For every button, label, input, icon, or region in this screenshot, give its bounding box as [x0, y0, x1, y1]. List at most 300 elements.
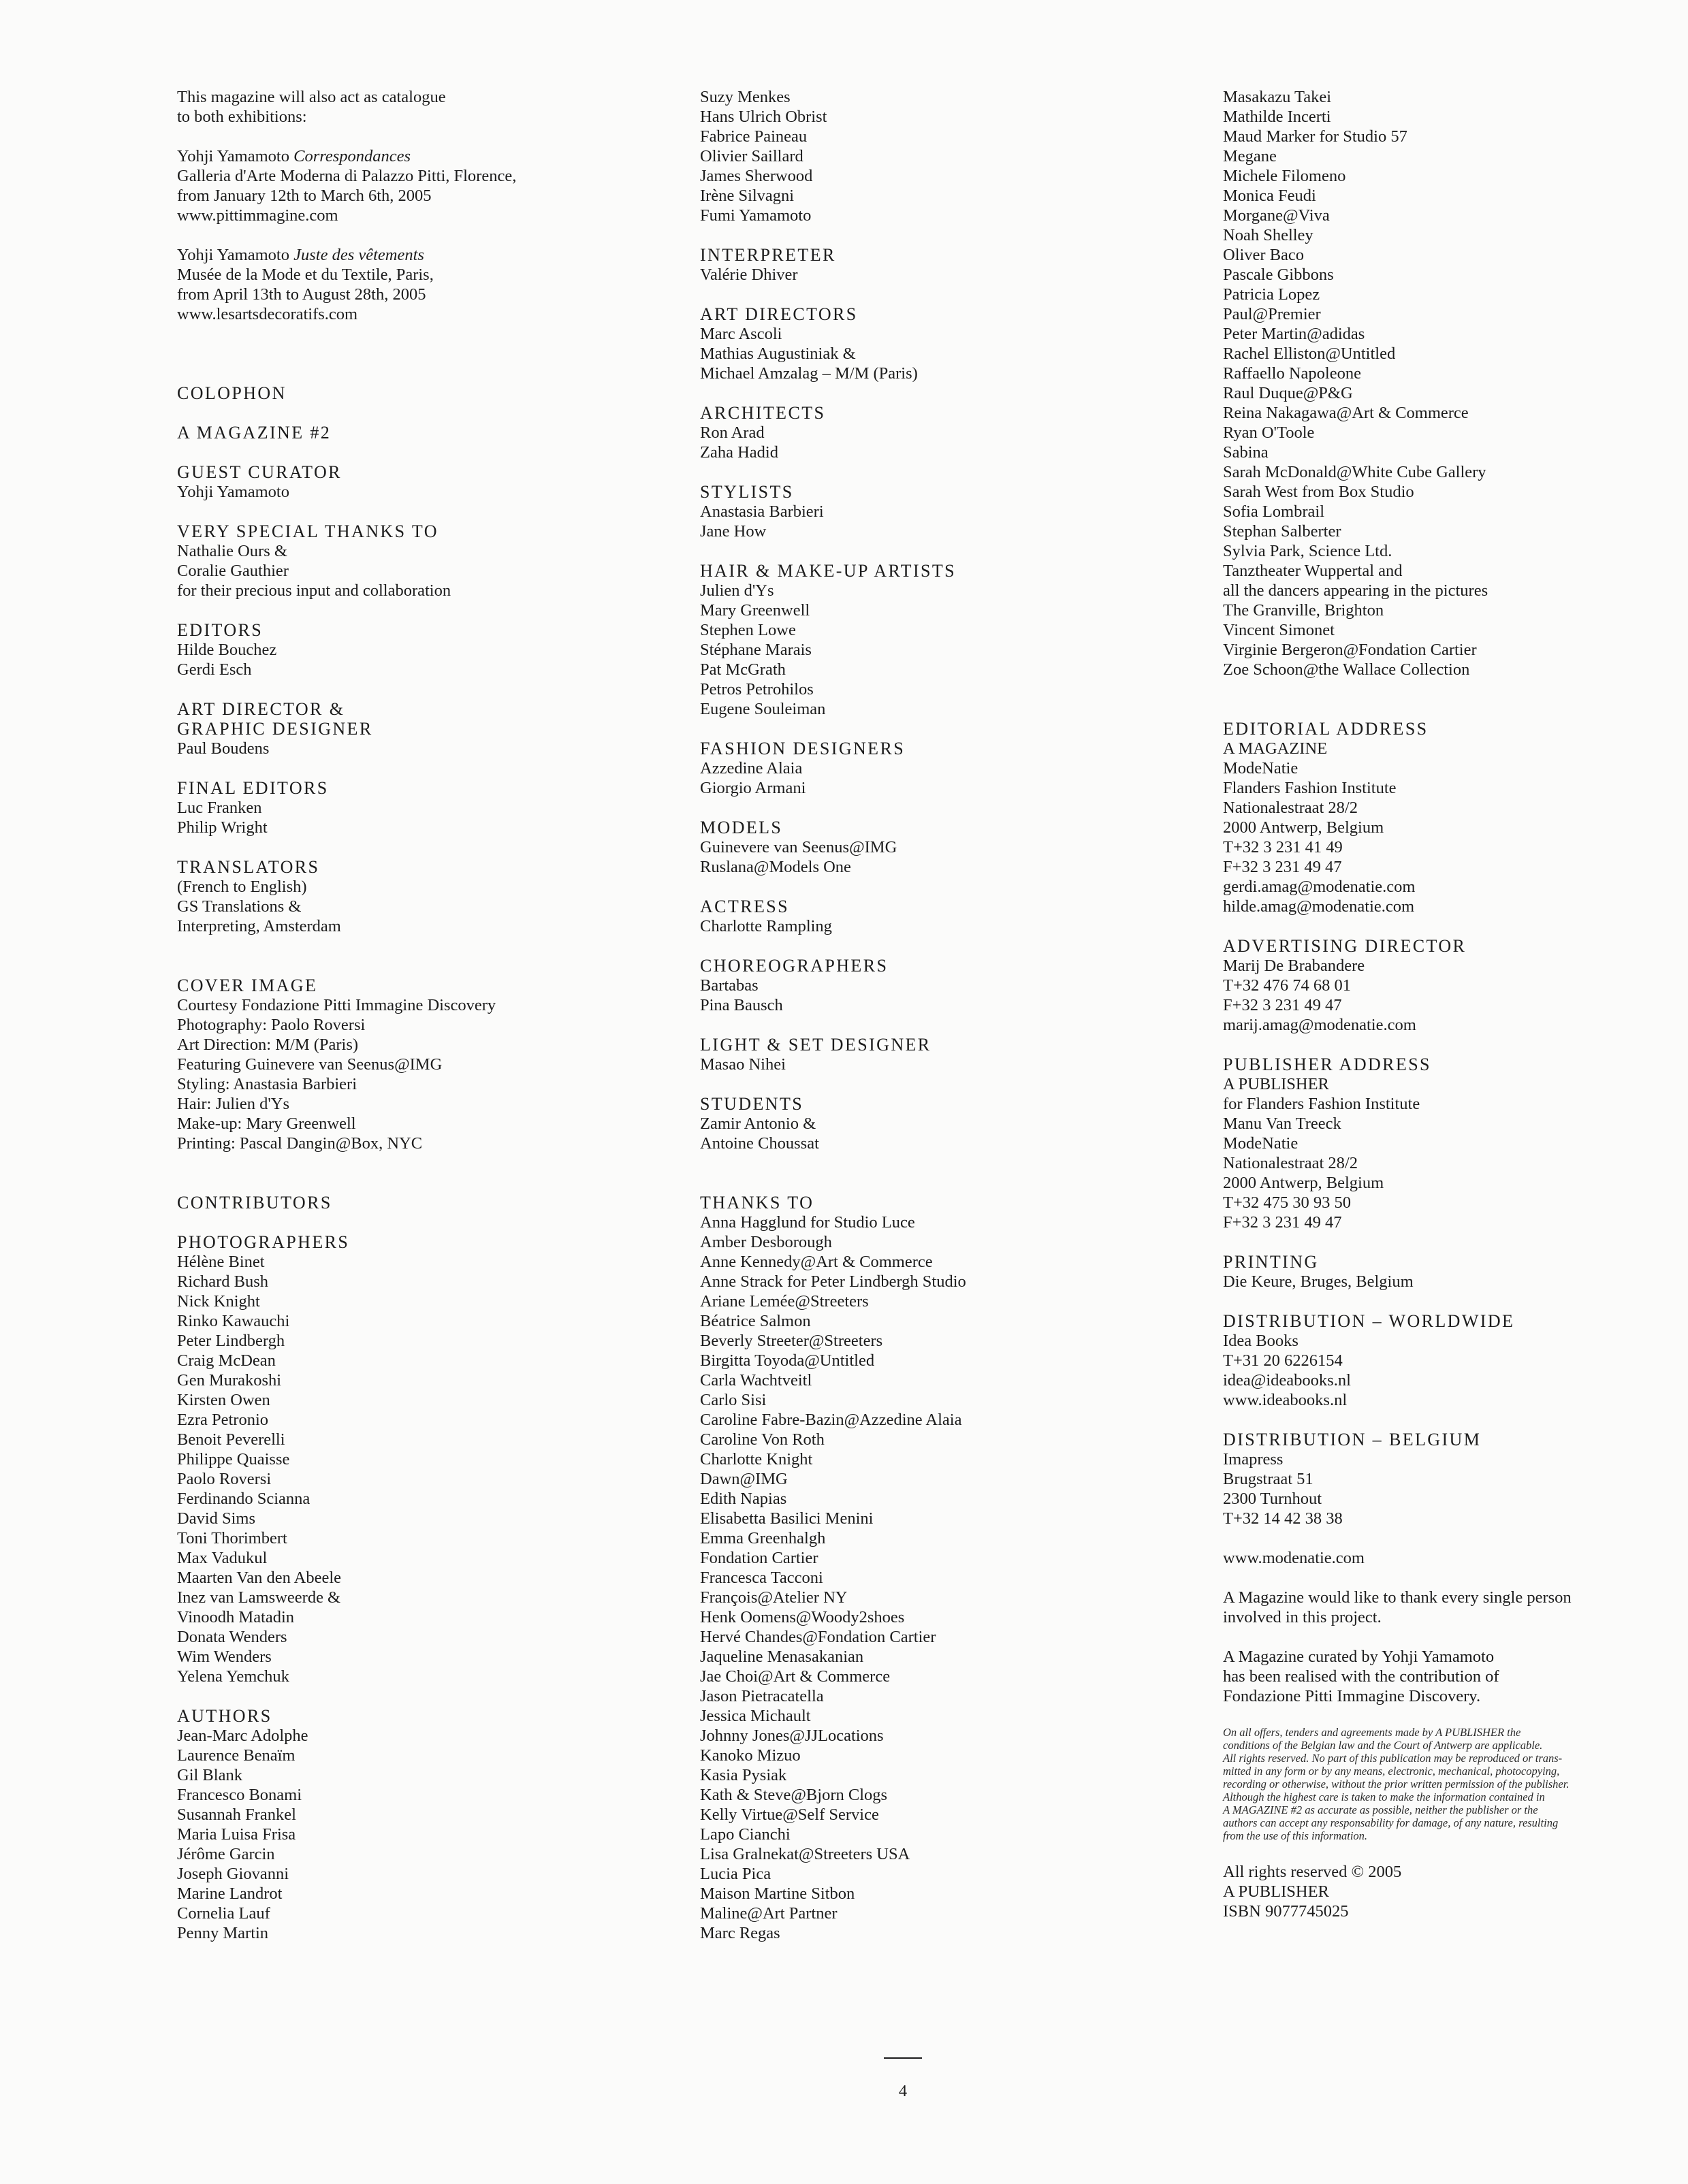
group-heading: PUBLISHER ADDRESS	[1223, 1055, 1431, 1074]
list-item: Charlotte Knight	[700, 1450, 813, 1468]
rights-lines	[1223, 1862, 1659, 1921]
list-item: Sarah West from Box Studio	[1223, 483, 1414, 501]
list-item: Mathilde Incerti	[1223, 108, 1331, 126]
exhibition-designer: Yohji Yamamoto	[177, 147, 289, 165]
list-item: Hervé Chandes@Fondation Cartier	[700, 1628, 936, 1646]
list-item: Sarah McDonald@White Cube Gallery	[1223, 463, 1486, 481]
list-item: Paul@Premier	[1223, 305, 1321, 323]
credit-line: Printing: Pascal Dangin@Box, NYC	[177, 1134, 423, 1153]
credit-line: Giorgio Armani	[700, 779, 806, 797]
credit-line: Julien d'Ys	[700, 581, 774, 600]
page-number: 4	[898, 2082, 908, 2100]
group-heading: FINAL EDITORS	[177, 778, 329, 798]
column-left	[177, 87, 695, 1963]
group-heading: COVER IMAGE	[177, 976, 318, 995]
exhibition-florence	[177, 146, 695, 225]
list-item: Oliver Baco	[1223, 246, 1305, 264]
address-lines	[1223, 1449, 1659, 1528]
list-item: ModeNatie	[1223, 759, 1299, 777]
credit-line: Courtesy Fondazione Pitti Immagine Discovery	[177, 996, 496, 1014]
list-item: Ryan O'Toole	[1223, 423, 1315, 442]
list-item: 2000 Antwerp, Belgium	[1223, 818, 1384, 837]
rights-block	[1223, 1862, 1659, 1921]
list-item: Inez van Lamsweerde &	[177, 1588, 341, 1607]
thanks-list-continued	[1223, 87, 1659, 679]
credit-line: Gerdi Esch	[177, 660, 252, 679]
list-item: from the use of this information.	[1223, 1829, 1368, 1842]
credit-line: Zaha Hadid	[700, 443, 778, 462]
credit-group	[177, 521, 695, 600]
list-item: François@Atelier NY	[700, 1588, 848, 1607]
intro-line: to both exhibitions:	[177, 108, 307, 126]
list-item: F+32 3 231 49 47	[1223, 996, 1342, 1014]
address-lines	[1223, 1331, 1659, 1410]
credit-line: Ruslana@Models One	[700, 858, 851, 876]
cover-image-credits	[177, 976, 695, 1153]
group-heading: STUDENTS	[700, 1094, 804, 1114]
list-item: Nick Knight	[177, 1292, 260, 1311]
credit-groups	[700, 245, 1204, 1153]
list-item: Caroline Von Roth	[700, 1430, 825, 1449]
address-lines	[1223, 1272, 1659, 1291]
credit-line: Zamir Antonio &	[700, 1114, 816, 1133]
authors-list-continued	[700, 87, 1204, 225]
advertising-director	[1223, 936, 1659, 1035]
editorial-address	[1223, 719, 1659, 916]
exhibition-designer: Yohji Yamamoto	[177, 246, 289, 264]
credit-line: Philip Wright	[177, 818, 268, 837]
credit-group	[700, 739, 1204, 798]
list-item: Flanders Fashion Institute	[1223, 779, 1397, 797]
list-item: Zoe Schoon@the Wallace Collection	[1223, 660, 1470, 679]
credit-line: Paul Boudens	[177, 739, 270, 758]
list-item: Philippe Quaisse	[177, 1450, 290, 1468]
credit-line: Nathalie Ours &	[177, 542, 287, 560]
list-item: Paolo Roversi	[177, 1470, 272, 1488]
list-item: Virginie Bergeron@Fondation Cartier	[1223, 641, 1477, 659]
exhibition-venue: Galleria d'Arte Moderna di Palazzo Pitti, Florence,	[177, 167, 517, 185]
list-item: recording or otherwise, without the prior written permission of the publisher.	[1223, 1778, 1570, 1790]
folio-rule	[884, 2057, 922, 2059]
list-item: Yelena Yemchuk	[177, 1667, 289, 1686]
credit-line: (French to English)	[177, 878, 307, 896]
list-item: T+32 3 231 41 49	[1223, 838, 1343, 856]
group-heading: ART DIRECTORS	[700, 304, 858, 324]
list-item: Béatrice Salmon	[700, 1312, 811, 1330]
list-item: Rachel Elliston@Untitled	[1223, 344, 1396, 363]
colophon-heading: COLOPHON	[177, 383, 287, 403]
credit-line: Hair: Julien d'Ys	[177, 1095, 290, 1113]
list-item: Megane	[1223, 147, 1277, 165]
list-item: marij.amag@modenatie.com	[1223, 1016, 1416, 1034]
list-item: Maline@Art Partner	[700, 1904, 838, 1923]
list-item: Maud Marker for Studio 57	[1223, 127, 1407, 146]
credit-group	[700, 956, 1204, 1015]
list-item: Caroline Fabre-Bazin@Azzedine Alaia	[700, 1411, 962, 1429]
credit-line: Azzedine Alaia	[700, 759, 803, 777]
credit-line: Styling: Anastasia Barbieri	[177, 1075, 357, 1093]
list-item: gerdi.amag@modenatie.com	[1223, 878, 1416, 896]
list-item: Suzy Menkes	[700, 88, 791, 106]
credit-line: Pina Bausch	[700, 996, 783, 1014]
list-item: Laurence Benaïm	[177, 1746, 296, 1765]
group-heading: ADVERTISING DIRECTOR	[1223, 936, 1467, 956]
group-heading: ART DIRECTOR &	[177, 699, 345, 719]
printing-credit	[1223, 1252, 1659, 1291]
list-item: T+32 14 42 38 38	[1223, 1509, 1343, 1528]
credit-line: Guinevere van Seenus@IMG	[700, 838, 897, 856]
disclaimer-lines	[1223, 1726, 1645, 1842]
list-item: Fumi Yamamoto	[700, 206, 812, 225]
list-item: Die Keure, Bruges, Belgium	[1223, 1272, 1414, 1291]
list-item: Maria Luisa Frisa	[177, 1825, 296, 1844]
credit-line: for their precious input and collaboration	[177, 581, 451, 600]
exhibition-url: www.pittimmagine.com	[177, 206, 338, 225]
list-item: all the dancers appearing in the pictures	[1223, 581, 1488, 600]
credit-line: Luc Franken	[177, 799, 262, 817]
publisher-address	[1223, 1055, 1659, 1232]
list-item: Francesca Tacconi	[700, 1569, 823, 1587]
group-heading: THANKS TO	[700, 1193, 814, 1213]
list-item: Kelly Virtue@Self Service	[700, 1805, 879, 1824]
list-item: 2000 Antwerp, Belgium	[1223, 1174, 1384, 1192]
list-item: Richard Bush	[177, 1272, 269, 1291]
credit-line: Anastasia Barbieri	[700, 502, 824, 521]
list-item: Maarten Van den Abeele	[177, 1569, 342, 1587]
list-item: Hélène Binet	[177, 1253, 265, 1271]
list-item: Gen Murakoshi	[177, 1371, 282, 1390]
list-item: ISBN 9077745025	[1223, 1902, 1349, 1921]
group-heading: ARCHITECTS	[700, 403, 826, 423]
list-item: Johnny Jones@JJLocations	[700, 1727, 884, 1745]
list-item: Ferdinando Scianna	[177, 1490, 310, 1508]
address-lines	[1223, 739, 1659, 916]
list-item: On all offers, tenders and agreements made by A PUBLISHER the	[1223, 1726, 1521, 1739]
authors-list	[177, 1706, 695, 1943]
name-list	[700, 87, 1204, 225]
list-item: Craig McDean	[177, 1351, 276, 1370]
group-heading: GUEST CURATOR	[177, 462, 342, 482]
thanks-note	[1223, 1588, 1659, 1627]
credit-group	[177, 778, 695, 837]
list-item: Joseph Giovanni	[177, 1865, 289, 1883]
exhibition-name: Correspondances	[293, 147, 411, 165]
credit-line: Coralie Gauthier	[177, 562, 289, 580]
exhibition-dates: from April 13th to August 28th, 2005	[177, 285, 426, 304]
list-item: Idea Books	[1223, 1332, 1299, 1350]
list-item: Kanoko Mizuo	[700, 1746, 801, 1765]
credit-group	[700, 818, 1204, 877]
group-heading: DISTRIBUTION – WORLDWIDE	[1223, 1311, 1515, 1331]
column-right	[1223, 87, 1659, 1941]
list-item: Vinoodh Matadin	[177, 1608, 295, 1626]
list-item: Manu Van Treeck	[1223, 1114, 1341, 1133]
distribution-belgium	[1223, 1430, 1659, 1528]
list-item: Brugstraat 51	[1223, 1470, 1313, 1488]
list-item: Max Vadukul	[177, 1549, 268, 1567]
list-item: Elisabetta Basilici Menini	[700, 1509, 874, 1528]
list-item: Irène Silvagni	[700, 187, 795, 205]
group-heading: LIGHT & SET DESIGNER	[700, 1035, 931, 1055]
list-item: All rights reserved © 2005	[1223, 1863, 1402, 1881]
credit-line: Marc Ascoli	[700, 325, 782, 343]
list-item: Tanztheater Wuppertal and	[1223, 562, 1403, 580]
list-item: T+32 475 30 93 50	[1223, 1193, 1352, 1212]
list-item: Monica Feudi	[1223, 187, 1316, 205]
list-item: Kirsten Owen	[177, 1391, 270, 1409]
list-item: ModeNatie	[1223, 1134, 1299, 1153]
credit-line: Valérie Dhiver	[700, 266, 798, 284]
list-item: Anne Kennedy@Art & Commerce	[700, 1253, 933, 1271]
list-item: Cornelia Lauf	[177, 1904, 270, 1923]
list-item: involved in this project.	[1223, 1608, 1382, 1626]
list-item: Reina Nakagawa@Art & Commerce	[1223, 404, 1469, 422]
list-item: Jérôme Garcin	[177, 1845, 275, 1863]
group-heading: INTERPRETER	[700, 245, 836, 265]
list-item: Jae Choi@Art & Commerce	[700, 1667, 891, 1686]
curated-note	[1223, 1647, 1659, 1706]
list-item: Emma Greenhalgh	[700, 1529, 826, 1547]
credit-group	[700, 1094, 1204, 1153]
group-heading: MODELS	[700, 818, 783, 837]
credit-line: Bartabas	[700, 976, 759, 995]
list-item: Beverly Streeter@Streeters	[700, 1332, 883, 1350]
exhibition-title	[177, 146, 695, 166]
list-item: Hans Ulrich Obrist	[700, 108, 827, 126]
list-item: Peter Lindbergh	[177, 1332, 285, 1350]
list-item: Henk Oomens@Woody2shoes	[700, 1608, 905, 1626]
list-item: Fondation Cartier	[700, 1549, 818, 1567]
list-item: Nationalestraat 28/2	[1223, 799, 1358, 817]
group-heading: CHOREOGRAPHERS	[700, 956, 889, 976]
list-item: F+32 3 231 49 47	[1223, 1213, 1342, 1232]
list-item: Rinko Kawauchi	[177, 1312, 290, 1330]
credit-line: GS Translations &	[177, 897, 302, 916]
list-item: Ezra Petronio	[177, 1411, 269, 1429]
credit-group	[700, 1035, 1204, 1074]
note-lines	[1223, 1647, 1659, 1706]
credit-group	[700, 245, 1204, 285]
credit-group	[177, 699, 695, 758]
list-item: Kasia Pysiak	[700, 1766, 787, 1784]
list-item: Patricia Lopez	[1223, 285, 1320, 304]
credit-line: Petros Petrohilos	[700, 680, 814, 698]
list-item: A Magazine would like to thank every single person	[1223, 1588, 1572, 1607]
list-item: idea@ideabooks.nl	[1223, 1371, 1351, 1390]
list-item: Toni Thorimbert	[177, 1529, 287, 1547]
group-heading: VERY SPECIAL THANKS TO	[177, 521, 439, 541]
list-item: Dawn@IMG	[700, 1470, 788, 1488]
legal-disclaimer	[1223, 1726, 1645, 1842]
list-item: A PUBLISHER	[1223, 1882, 1329, 1901]
list-item: Fabrice Paineau	[700, 127, 808, 146]
list-item: A PUBLISHER	[1223, 1075, 1329, 1093]
group-heading: PRINTING	[1223, 1252, 1319, 1272]
credit-line: Stéphane Marais	[700, 641, 812, 659]
list-item: mitted in any form or by any means, electronic, mechanical, photocopying,	[1223, 1765, 1560, 1778]
list-item: Although the highest care is taken to make the information contained in	[1223, 1790, 1545, 1803]
list-item: Benoit Peverelli	[177, 1430, 285, 1449]
list-item: Francesco Bonami	[177, 1786, 302, 1804]
list-item: Raffaello Napoleone	[1223, 364, 1361, 383]
list-item: authors can accept any responsability for damage, of any nature, resulting	[1223, 1816, 1559, 1829]
list-item: Wim Wenders	[177, 1648, 272, 1666]
group-heading: FASHION DESIGNERS	[700, 739, 906, 758]
group-heading: STYLISTS	[700, 482, 794, 502]
group-heading: DISTRIBUTION – BELGIUM	[1223, 1430, 1482, 1449]
list-item: Jean-Marc Adolphe	[177, 1727, 308, 1745]
list-item: Olivier Saillard	[700, 147, 803, 165]
list-item: Carlo Sisi	[700, 1391, 767, 1409]
credit-group	[700, 561, 1204, 719]
list-item: Peter Martin@adidas	[1223, 325, 1365, 343]
list-item: Amber Desborough	[700, 1233, 832, 1251]
list-item: Jessica Michault	[700, 1707, 811, 1725]
group-heading: HAIR & MAKE-UP ARTISTS	[700, 561, 957, 581]
list-item: All rights reserved. No part of this publication may be reproduced or trans-	[1223, 1752, 1563, 1765]
list-item: Donata Wenders	[177, 1628, 287, 1646]
list-item: Birgitta Toyoda@Untitled	[700, 1351, 875, 1370]
list-item: Maison Martine Sitbon	[700, 1884, 855, 1903]
name-list	[700, 1213, 1204, 1943]
group-heading: EDITORIAL ADDRESS	[1223, 719, 1429, 739]
contributors-heading: CONTRIBUTORS	[177, 1193, 332, 1213]
list-item: Sabina	[1223, 443, 1269, 462]
photographers-list	[177, 1232, 695, 1686]
list-item: Penny Martin	[177, 1924, 269, 1942]
credit-line: Featuring Guinevere van Seenus@IMG	[177, 1055, 443, 1074]
list-item: A MAGAZINE #2 as accurate as possible, neither the publisher or the	[1223, 1803, 1538, 1816]
list-item: Lapo Cianchi	[700, 1825, 791, 1844]
credit-line: Stephen Lowe	[700, 621, 796, 639]
list-item: Anne Strack for Peter Lindbergh Studio	[700, 1272, 966, 1291]
list-item: Lisa Gralnekat@Streeters USA	[700, 1845, 910, 1863]
credit-line: Michael Amzalag – M/M (Paris)	[700, 364, 918, 383]
distribution-worldwide	[1223, 1311, 1659, 1410]
address-lines	[1223, 956, 1659, 1035]
group-heading: EDITORS	[177, 620, 264, 640]
credit-line: Eugene Souleiman	[700, 700, 826, 718]
credit-line: Ron Arad	[700, 423, 765, 442]
credit-line: Art Direction: M/M (Paris)	[177, 1035, 359, 1054]
credit-group	[177, 462, 695, 502]
credit-line: Masao Nihei	[700, 1055, 786, 1074]
exhibition-dates: from January 12th to March 6th, 2005	[177, 187, 432, 205]
credit-line: Photography: Paolo Roversi	[177, 1016, 366, 1034]
intro-line: This magazine will also act as catalogue	[177, 88, 446, 106]
name-list	[1223, 87, 1659, 679]
credit-group	[177, 620, 695, 679]
list-item: Marine Landrot	[177, 1884, 283, 1903]
list-item: Jason Pietracatella	[700, 1687, 824, 1705]
list-item: A MAGAZINE	[1223, 739, 1328, 758]
list-item: www.ideabooks.nl	[1223, 1391, 1348, 1409]
list-item: Michele Filomeno	[1223, 167, 1346, 185]
group-heading: AUTHORS	[177, 1706, 272, 1726]
credit-line: Yohji Yamamoto	[177, 483, 289, 501]
issue-title: A MAGAZINE #2	[177, 423, 332, 443]
group-heading: TRANSLATORS	[177, 857, 320, 877]
list-item: Stephan Salberter	[1223, 522, 1341, 541]
credit-line: Pat McGrath	[700, 660, 786, 679]
list-item: Carla Wachtveitl	[700, 1371, 812, 1390]
credit-group	[700, 403, 1204, 462]
name-list	[177, 1726, 695, 1943]
exhibition-paris	[177, 245, 695, 324]
list-item: Masakazu Takei	[1223, 88, 1332, 106]
list-item: Susannah Frankel	[177, 1805, 296, 1824]
credit-line: Antoine Choussat	[700, 1134, 819, 1153]
list-item: Fondazione Pitti Immagine Discovery.	[1223, 1687, 1481, 1705]
group-heading: GRAPHIC DESIGNER	[177, 719, 373, 739]
exhibition-url: www.lesartsdecoratifs.com	[177, 305, 358, 323]
list-item: T+31 20 6226154	[1223, 1351, 1343, 1370]
exhibition-name: Juste des vêtements	[293, 246, 424, 264]
thanks-list	[700, 1193, 1204, 1943]
credit-line: Mary Greenwell	[700, 601, 810, 620]
list-item: Jaqueline Menasakanian	[700, 1648, 864, 1666]
list-item: has been realised with the contribution of	[1223, 1667, 1499, 1686]
list-item: Pascale Gibbons	[1223, 266, 1334, 284]
list-item: Kath & Steve@Bjorn Clogs	[700, 1786, 888, 1804]
list-item: conditions of the Belgian law and the Court of Antwerp are applicable.	[1223, 1739, 1543, 1752]
group-heading: PHOTOGRAPHERS	[177, 1232, 350, 1252]
list-item: Sylvia Park, Science Ltd.	[1223, 542, 1392, 560]
website-line	[1223, 1548, 1659, 1568]
credit-line: Hilde Bouchez	[177, 641, 277, 659]
credit-group	[700, 482, 1204, 541]
list-item: T+32 476 74 68 01	[1223, 976, 1352, 995]
list-item: Gil Blank	[177, 1766, 242, 1784]
address-lines	[1223, 1074, 1659, 1232]
list-item: Lucia Pica	[700, 1865, 771, 1883]
list-item: Edith Napias	[700, 1490, 787, 1508]
list-item: Noah Shelley	[1223, 226, 1313, 244]
name-list	[177, 1252, 695, 1686]
list-item: hilde.amag@modenatie.com	[1223, 897, 1415, 916]
list-item: 2300 Turnhout	[1223, 1490, 1322, 1508]
list-item: F+32 3 231 49 47	[1223, 858, 1342, 876]
list-item: for Flanders Fashion Institute	[1223, 1095, 1420, 1113]
credit-line: Charlotte Rampling	[700, 917, 832, 935]
list-item: Imapress	[1223, 1450, 1284, 1468]
list-item: A Magazine curated by Yohji Yamamoto	[1223, 1648, 1495, 1666]
list-item: Marc Regas	[700, 1924, 780, 1942]
credit-group	[700, 304, 1204, 383]
list-item: David Sims	[177, 1509, 256, 1528]
group-heading: ACTRESS	[700, 897, 789, 916]
column-middle	[700, 87, 1204, 1963]
list-item: Sofia Lombrail	[1223, 502, 1325, 521]
credit-line: Interpreting, Amsterdam	[177, 917, 341, 935]
list-item: Vincent Simonet	[1223, 621, 1335, 639]
credit-group	[177, 857, 695, 936]
exhibition-venue: Musée de la Mode et du Textile, Paris,	[177, 266, 434, 284]
list-item: James Sherwood	[700, 167, 813, 185]
website-url: www.modenatie.com	[1223, 1549, 1365, 1567]
list-item: Marij De Brabandere	[1223, 957, 1365, 975]
credit-group	[700, 897, 1204, 936]
list-item: Raul Duque@P&G	[1223, 384, 1353, 402]
exhibition-title	[177, 245, 695, 265]
note-lines	[1223, 1588, 1659, 1627]
credit-line: Jane How	[700, 522, 767, 541]
list-item: Morgane@Viva	[1223, 206, 1330, 225]
list-item: Anna Hagglund for Studio Luce	[700, 1213, 915, 1232]
credit-line: Mathias Augustiniak &	[700, 344, 856, 363]
list-item: The Granville, Brighton	[1223, 601, 1384, 620]
credit-line: Make-up: Mary Greenwell	[177, 1114, 356, 1133]
